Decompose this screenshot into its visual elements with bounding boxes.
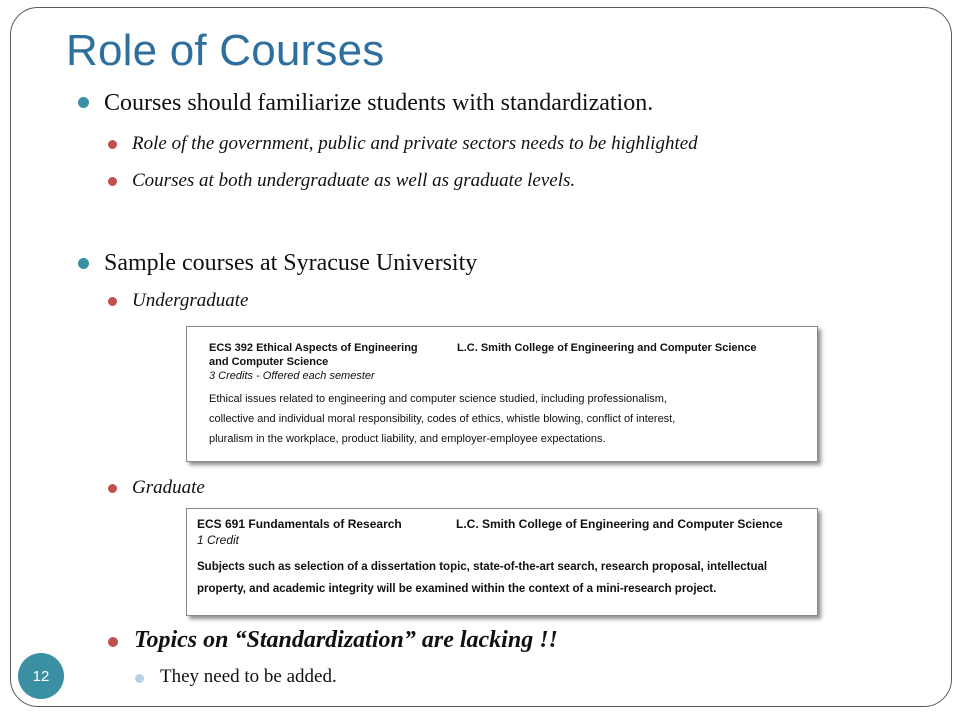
slide-title: Role of Courses xyxy=(66,26,385,75)
course-description-line: property, and academic integrity will be examined within the context of a mini-research project. xyxy=(197,583,717,595)
bullet-dot xyxy=(78,258,89,269)
course-description-line: Ethical issues related to engineering and computer science studied, including professionalism, xyxy=(209,393,667,405)
bullet-familiarize: Courses should familiarize students with standardization. xyxy=(104,90,654,116)
sub-sub-bullet-dot xyxy=(135,674,144,683)
course-college: L.C. Smith College of Engineering and Computer Science xyxy=(457,342,757,354)
sub-bullet-graduate: Graduate xyxy=(132,477,205,498)
course-code-title: ECS 392 Ethical Aspects of Engineering xyxy=(209,342,418,354)
sub-sub-bullet-add: They need to be added. xyxy=(160,666,337,687)
course-code-title: ECS 691 Fundamentals of Research xyxy=(197,517,402,531)
sub-bullet-role: Role of the government, public and private sectors needs to be highlighted xyxy=(132,133,698,154)
sub-bullet-levels: Courses at both undergraduate as well as graduate levels. xyxy=(132,170,576,191)
sub-bullet-dot xyxy=(108,637,118,647)
sub-bullet-topics-lacking: Topics on “Standardization” are lacking !! xyxy=(134,627,558,653)
sub-bullet-dot xyxy=(108,140,117,149)
sub-bullet-dot xyxy=(108,177,117,186)
course-credits: 1 Credit xyxy=(197,533,240,547)
page-number: 12 xyxy=(32,667,50,685)
course-description-line: pluralism in the workplace, product liability, and employer-employee expectations. xyxy=(209,433,606,445)
bullet-dot xyxy=(78,97,89,108)
course-college: L.C. Smith College of Engineering and Computer Science xyxy=(456,517,783,531)
course-credits: 3 Credits - Offered each semester xyxy=(209,370,375,382)
sub-bullet-dot xyxy=(108,297,117,306)
bullet-sample-courses: Sample courses at Syracuse University xyxy=(104,250,478,276)
course-box-ecs392 xyxy=(186,326,818,462)
course-box-ecs691 xyxy=(186,508,818,616)
course-description-line: Subjects such as selection of a dissertation topic, state-of-the-art search, research proposal, intellectual xyxy=(197,561,768,573)
sub-bullet-undergraduate: Undergraduate xyxy=(132,290,249,311)
course-description-line: collective and individual moral responsibility, codes of ethics, whistle blowing, conflict of interest, xyxy=(209,413,676,425)
page-number-badge xyxy=(18,653,64,699)
sub-bullet-dot xyxy=(108,484,117,493)
course-code-title-cont: and Computer Science xyxy=(209,356,329,368)
